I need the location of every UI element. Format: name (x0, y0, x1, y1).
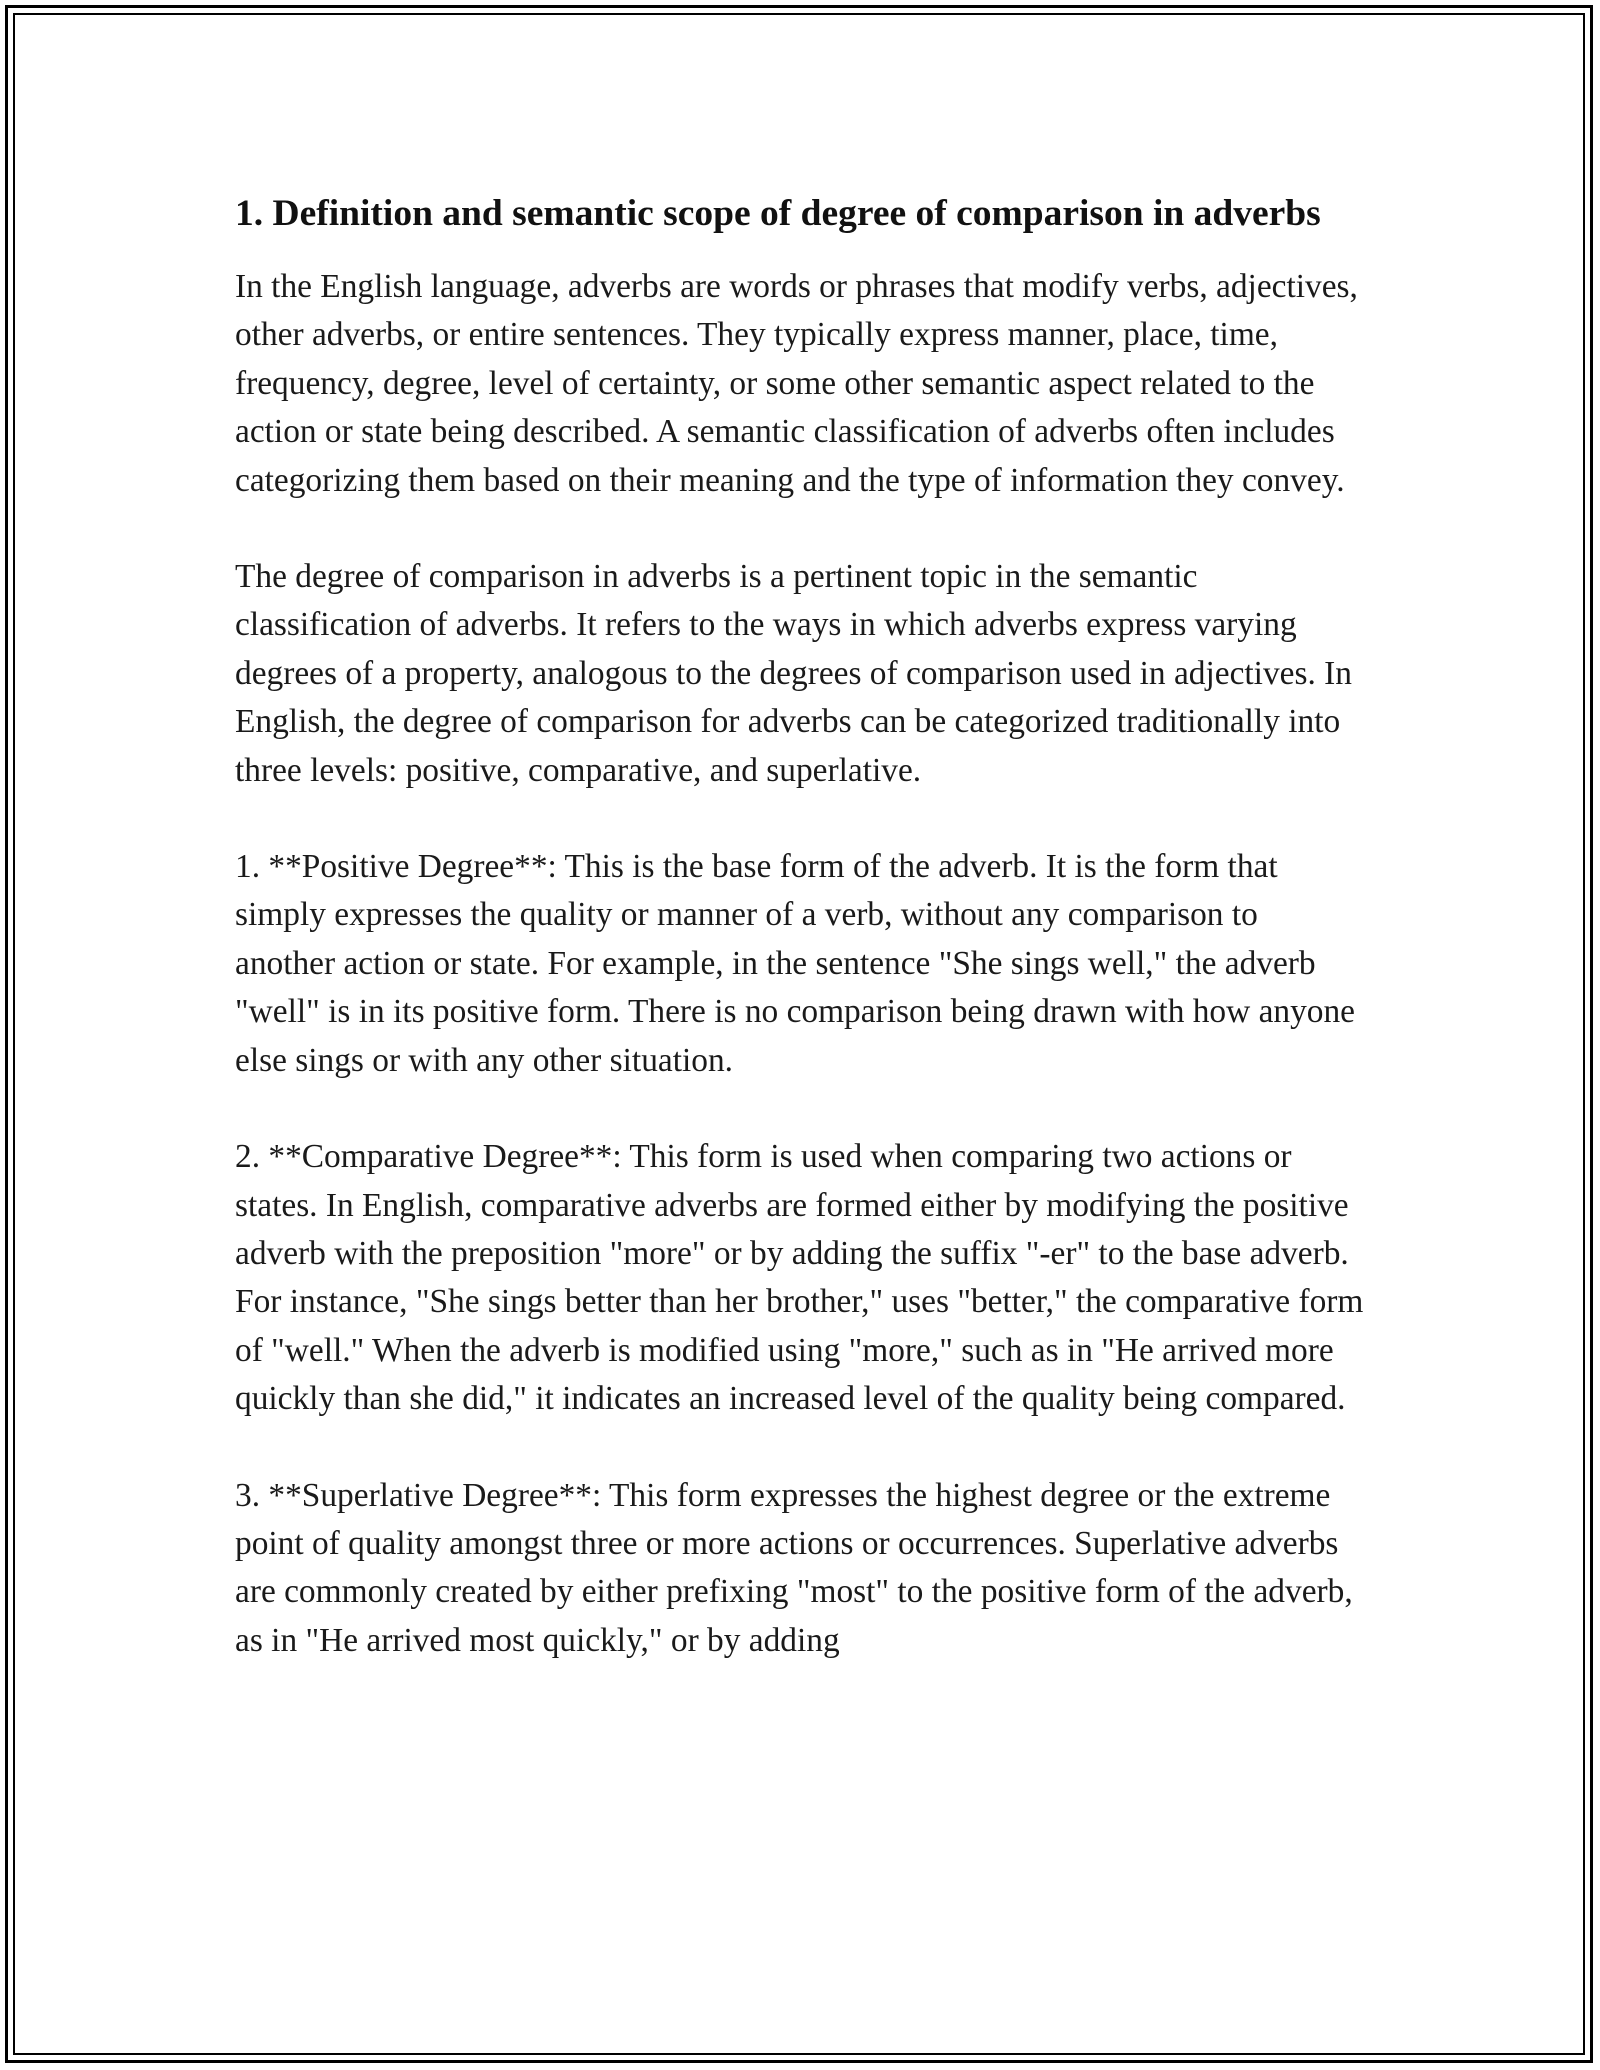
paragraph-adverbs-intro: In the English language, adverbs are words or phrases that modify verbs, adjectives, other adverbs, or entire sentences. They typically express manner, place, time, frequency, degree, level of certainty, or some other semantic aspect related to the action or state being described. A semantic classification of adverbs often includes categorizing them based on their meaning and the type of information they convey. (235, 268, 1358, 499)
paragraph-superlative-degree: 3. **Superlative Degree**: This form expresses the highest degree or the extreme point of quality amongst three or more actions or occurrences. Superlative adverbs are commonly created by either prefixing "most" to the positive form of the adverb, as in "He arrived most quickly," or by adding (235, 1476, 1353, 1659)
section-heading: 1. Definition and semantic scope of degree of comparison in adverbs (235, 193, 1321, 234)
paragraph-positive-degree: 1. **Positive Degree**: This is the base form of the adverb. It is the form that simply expresses the quality or manner of a verb, without any comparison to another action or state. For example, in the sentence "She sings well," the adverb "well" is in its positive form. There is no comparison being drawn with how anyone else sings or with any other situation. (235, 848, 1356, 1079)
document-body (235, 186, 1365, 1713)
paragraph-comparative-degree: 2. **Comparative Degree**: This form is used when comparing two actions or states. In English, comparative adverbs are formed either by modifying the positive adverb with the preposition "more" or by adding the suffix "-er" to the base adverb. For instance, "She sings better than her brother," uses "better," the comparative form of "well." When the adverb is modified using "more," such as in "He arrived more quickly than she did," it indicates an increased level of the quality being compared. (235, 1138, 1364, 1418)
paragraph-degree-of-comparison: The degree of comparison in adverbs is a pertinent topic in the semantic classification of adverbs. It refers to the ways in which adverbs express varying degrees of a property, analogous to the degrees of comparison used in adjectives. In English, the degree of comparison for adverbs can be categorized traditionally into three levels: positive, comparative, and superlative. (235, 558, 1352, 789)
